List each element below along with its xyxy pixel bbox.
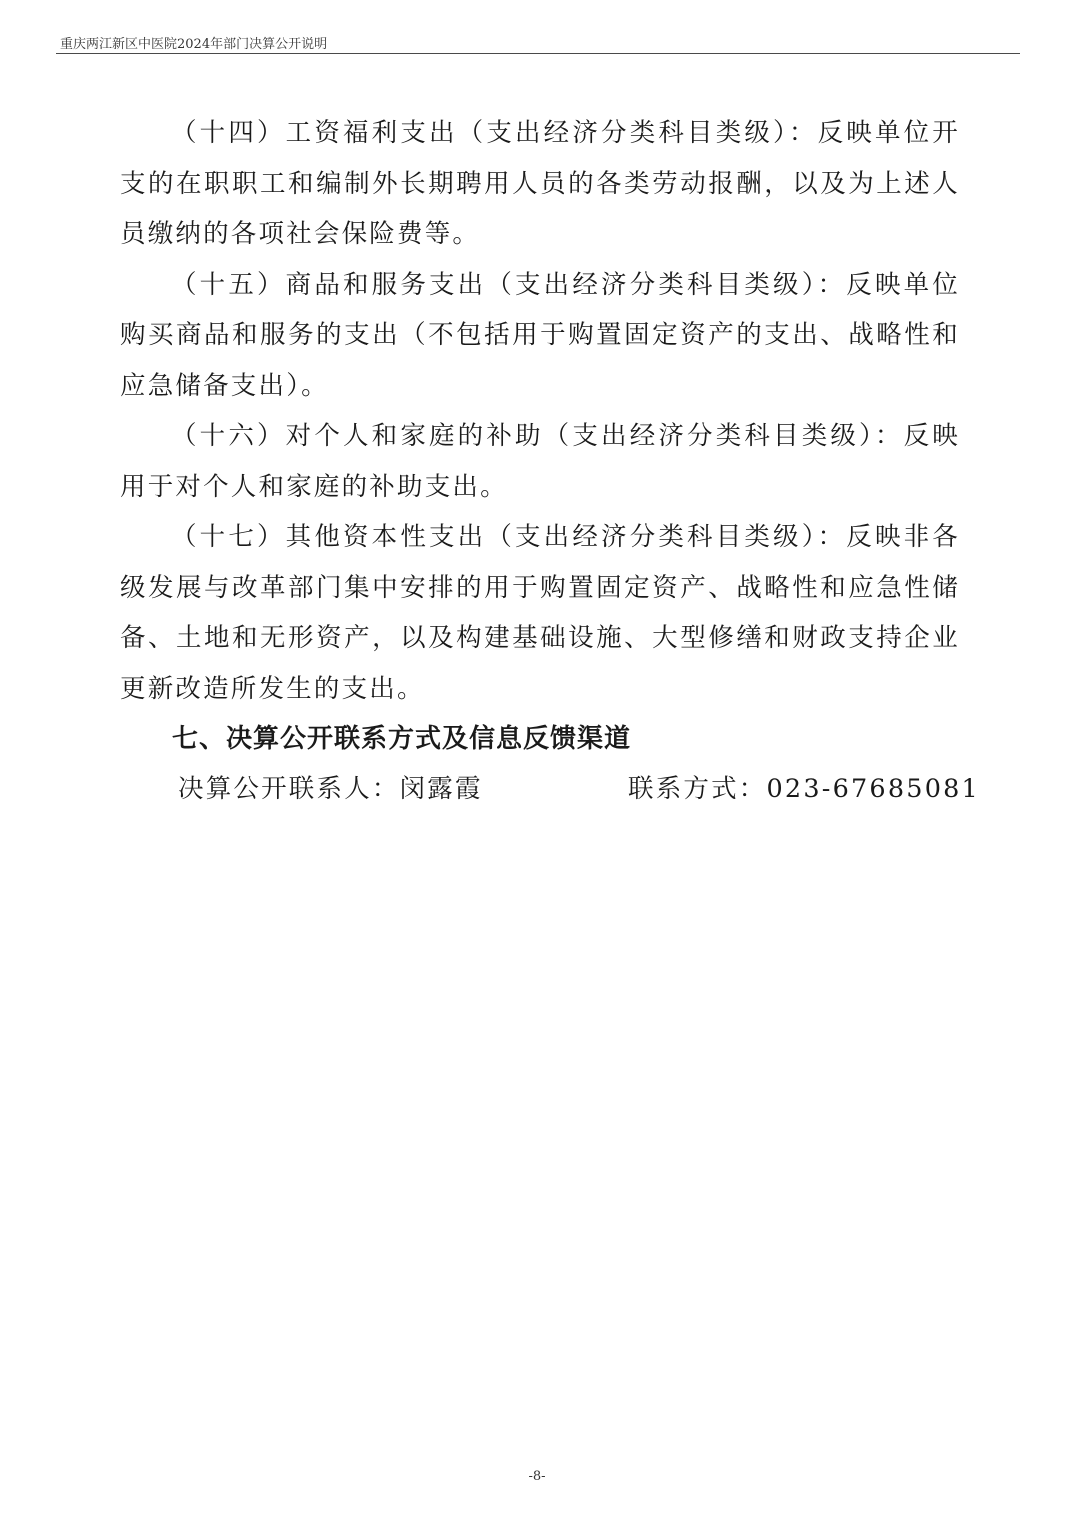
contact-phone: 联系方式：023-67685081 (628, 774, 980, 804)
paragraph-wage-welfare-expense: （十四）工资福利支出（支出经济分类科目类级）：反映单位开支的在职职工和编制外长期聘用人员的各类劳动报酬，以及为上述人员缴纳的各项社会保险费等。 (120, 118, 960, 249)
paragraph-household-subsidy: （十六）对个人和家庭的补助（支出经济分类科目类级）：反映用于对个人和家庭的补助支出。 (120, 421, 960, 502)
paragraph-other-capital-expense: （十七）其他资本性支出（支出经济分类科目类级）：反映非各级发展与改革部门集中安排的用于购置固定资产、战略性和应急性储备、土地和无形资产，以及构建基础设施、大型修缮和财政支持企业更新改造所发生的支出。 (120, 522, 960, 704)
section-heading-contact: 七、决算公开联系方式及信息反馈渠道 (172, 724, 632, 754)
document-body (120, 108, 980, 814)
contact-person: 决算公开联系人：闵露霞 (178, 774, 483, 804)
document-header-title: 重庆两江新区中医院2024年部门决算公开说明 (60, 37, 328, 52)
header-divider (56, 53, 1020, 54)
contact-info-line (120, 764, 980, 814)
paragraph-goods-services-expense: （十五）商品和服务支出（支出经济分类科目类级）：反映单位购买商品和服务的支出（不包括用于购置固定资产的支出、战略性和应急储备支出）。 (120, 269, 960, 401)
page-number: -8- (528, 1469, 546, 1484)
